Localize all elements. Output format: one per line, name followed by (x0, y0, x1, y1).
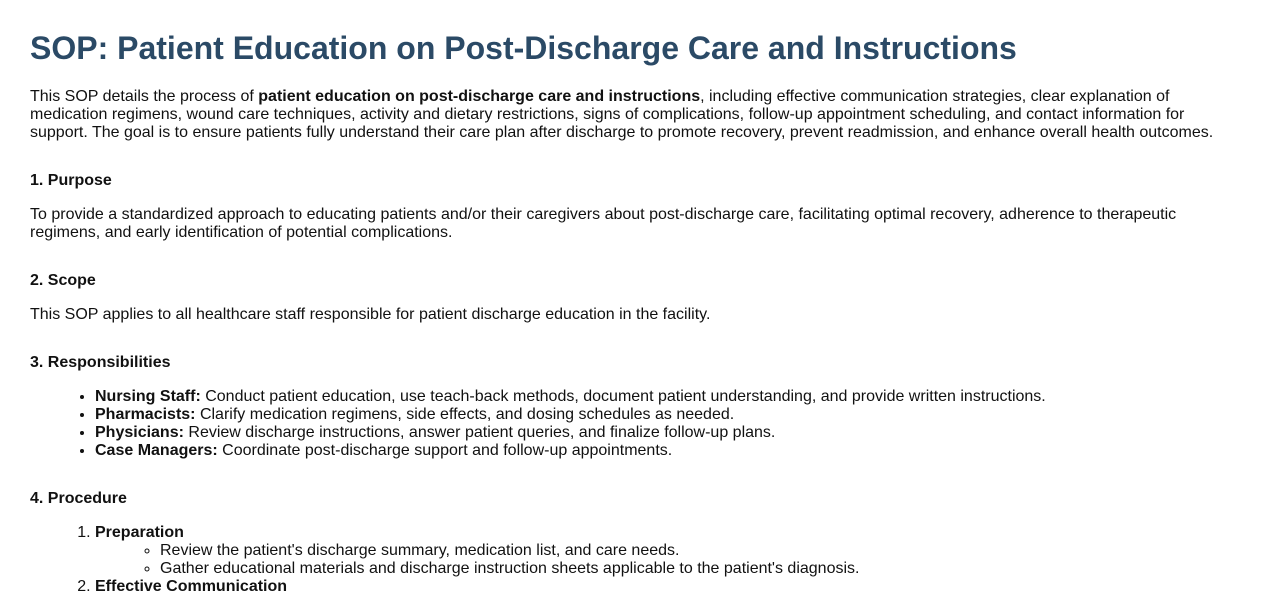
list-item (95, 424, 1233, 442)
scope-text: This SOP applies to all healthcare staff responsible for patient discharge education in the facility. (30, 306, 711, 323)
procedure-heading: 4. Procedure (30, 490, 127, 507)
role-label: Case Managers: (95, 442, 218, 459)
procedure-step (95, 524, 1233, 578)
procedure-step (95, 578, 1233, 594)
scope-heading: 2. Scope (30, 272, 96, 289)
step-title: Effective Communication (95, 578, 288, 594)
list-item: ◦ Review the patient's discharge summary, medication list, and care needs. (160, 542, 1233, 560)
page-title: SOP: Patient Education on Post-Discharge Care and Instructions (30, 30, 1017, 66)
role-text: Coordinate post-discharge support and follow-up appointments. (217, 442, 673, 459)
purpose-heading: 1. Purpose (30, 172, 112, 189)
role-text: Conduct patient education, use teach-back methods, document patient understanding, and provide written instructions. (200, 388, 1046, 405)
responsibilities-heading: 3. Responsibilities (30, 354, 171, 371)
role-label: Nursing Staff: (95, 388, 201, 405)
role-label: Physicians: (95, 424, 184, 441)
step-title: Preparation (95, 524, 184, 541)
procedure-list (30, 524, 1233, 594)
intro-text-bold: patient education on post-discharge care and instructions (258, 88, 701, 105)
step-sublist (95, 542, 1233, 578)
intro-text-after: , including effective communication strategies, clear explanation of medication regimens, wound care techniques, activity and dietary restrictions, signs of complications, follow-up appointment scheduling, and contact information for support. The goal is to ensure patients fully understand their care plan after discharge to promote recovery, prevent readmission, and enhance overall health outcomes. (30, 88, 1214, 141)
list-item (95, 442, 1233, 460)
intro-paragraph (30, 88, 1233, 142)
responsibilities-list (30, 388, 1233, 460)
purpose-text: To provide a standardized approach to educating patients and/or their caregivers about post-discharge care, facilitating optimal recovery, adherence to therapeutic regimens, and early identification of potential complications. (30, 206, 1177, 241)
list-item (95, 388, 1233, 406)
role-text: Review discharge instructions, answer patient queries, and finalize follow-up plans. (183, 424, 776, 441)
role-label: Pharmacists: (95, 406, 196, 423)
list-item: ◦ Gather educational materials and discharge instruction sheets applicable to the patient's diagnosis. (160, 560, 1233, 578)
role-text: Clarify medication regimens, side effects, and dosing schedules as needed. (195, 406, 735, 423)
list-item (95, 406, 1233, 424)
intro-text-before: This SOP details the process of (30, 88, 259, 105)
